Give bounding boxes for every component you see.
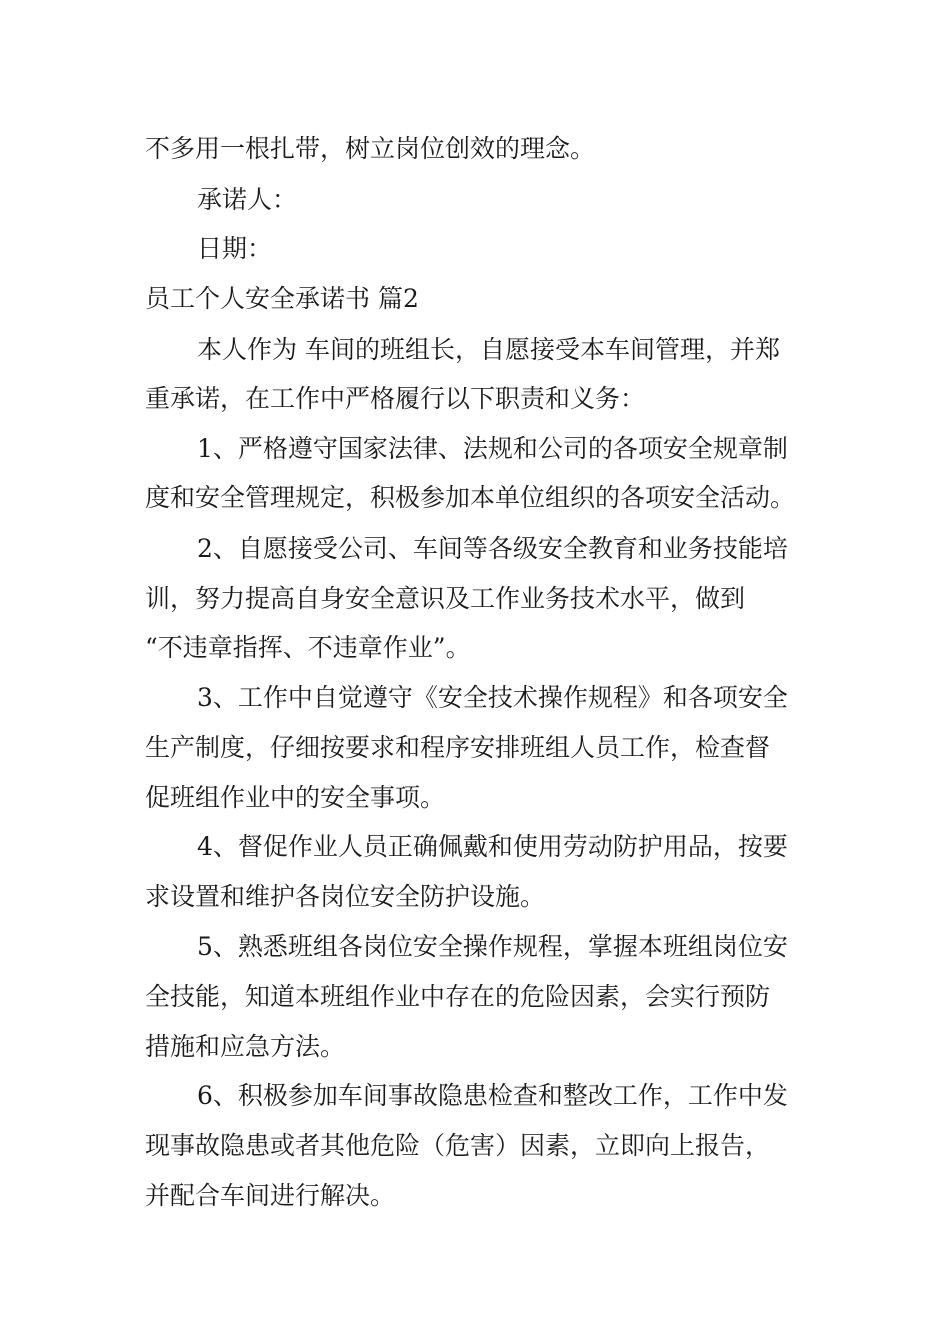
text-line: 生产制度，仔细按要求和程序安排班组人员工作，检查督 (145, 733, 771, 762)
list-item-1: 1、严格遵守国家法律、法规和公司的各项安全规章制 (197, 434, 788, 463)
list-item-6: 6、积极参加车间事故隐患检查和整改工作，工作中发 (197, 1081, 788, 1110)
text-line: 措施和应急方法。 (145, 1032, 346, 1061)
list-item-4: 4、督促作业人员正确佩戴和使用劳动防护用品，按要 (197, 832, 788, 861)
list-item-2: 2、自愿接受公司、车间等各级安全教育和业务技能培 (197, 534, 788, 563)
text-line: 不多用一根扎带，树立岗位创效的理念。 (145, 134, 596, 163)
text-line: 求设置和维护各岗位安全防护设施。 (145, 882, 546, 911)
text-line: 促班组作业中的安全事项。 (145, 783, 446, 812)
text-line: 度和安全管理规定，积极参加本单位组织的各项安全活动。 (145, 483, 796, 512)
text-line: 并配合车间进行解决。 (145, 1181, 396, 1210)
text-line: 重承诺，在工作中严格履行以下职责和义务： (145, 384, 646, 413)
text-line: 全技能，知道本班组作业中存在的危险因素，会实行预防 (145, 982, 771, 1011)
signatory-label: 承诺人： (197, 185, 298, 214)
list-item-5: 5、熟悉班组各岗位安全操作规程，掌握本班组岗位安 (197, 932, 788, 961)
date-label: 日期： (197, 234, 273, 263)
text-line: 本人作为 车间的班组长，自愿接受本车间管理，并郑 (197, 335, 780, 364)
text-line: 训，努力提高自身安全意识及工作业务技术水平，做到 (145, 584, 746, 613)
text-line: 现事故隐患或者其他危险（危害）因素，立即向上报告， (145, 1131, 771, 1160)
list-item-3: 3、工作中自觉遵守《安全技术操作规程》和各项安全 (197, 683, 788, 712)
section-title: 员工个人安全承诺书 篇2 (145, 284, 419, 313)
text-line: “不违章指挥、不违章作业”。 (145, 633, 471, 662)
